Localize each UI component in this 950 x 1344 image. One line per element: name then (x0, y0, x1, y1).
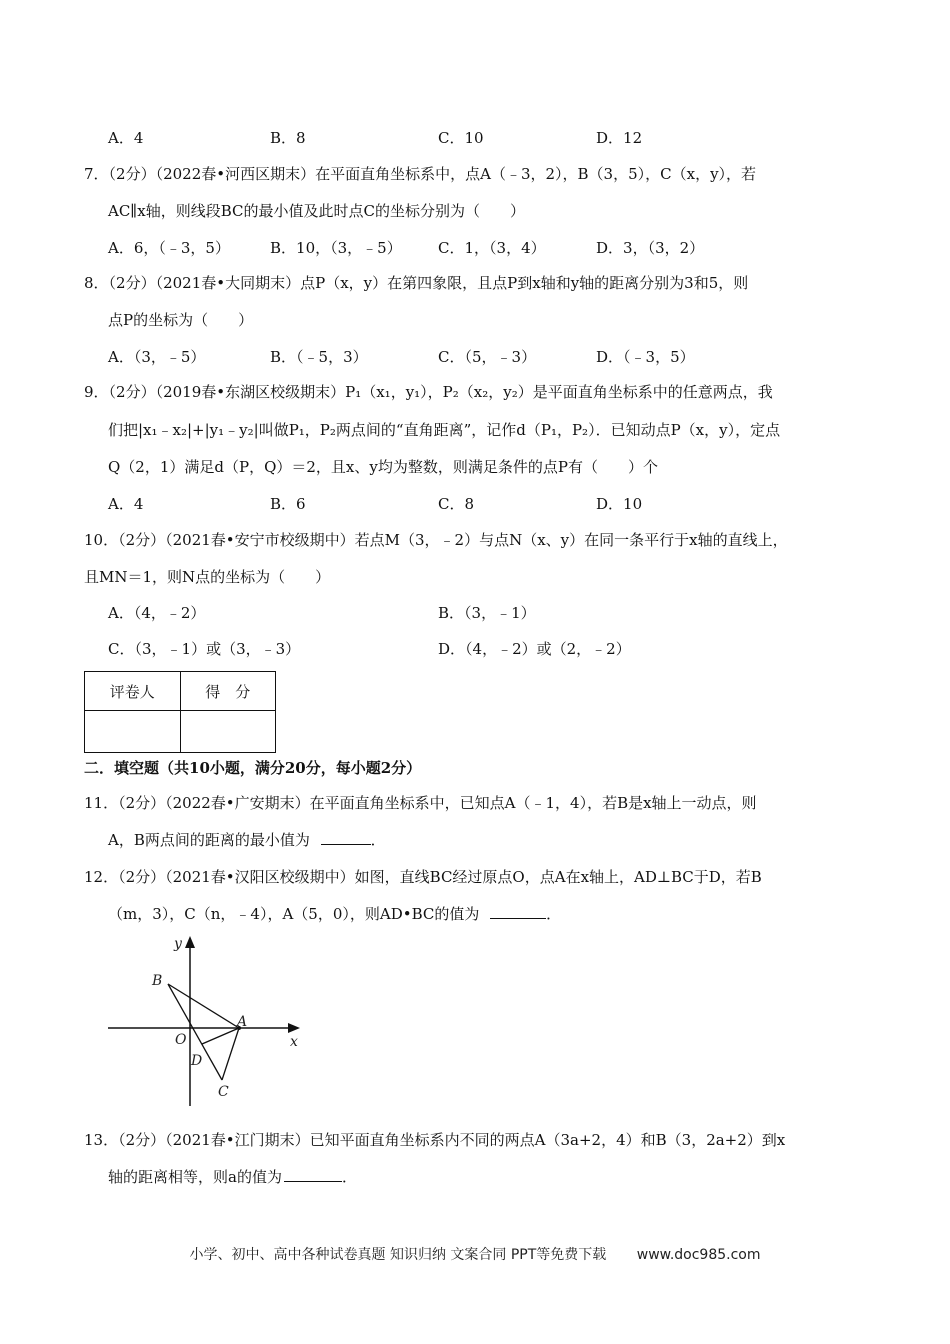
label-y: y (174, 936, 182, 952)
q12-coordinate-figure (104, 930, 314, 1112)
q9-option-b: B．6 (270, 495, 306, 513)
q7-option-d: D．3，（3，2） (596, 239, 705, 257)
x-axis-arrow-icon (288, 1023, 300, 1033)
footer-url[interactable]: www.doc985.com (636, 1247, 761, 1263)
q9-option-a: A．4 (108, 495, 144, 513)
score-table (84, 671, 276, 753)
grader-header: 评卷人 (85, 672, 181, 711)
score-header: 得 分 (180, 672, 276, 711)
q12-stem-line1: 12．（2分）（2021春•汉阳区校级期中）如图，直线BC经过原点O，点A在x轴上，AD⊥BC于D，若B (84, 868, 762, 886)
q13-stem-line1: 13．（2分）（2021春•江门期末）已知平面直角坐标系内不同的两点A（3a+2，4）和B（3，2a+2）到x (84, 1131, 786, 1149)
q7-option-a: A．6，（﹣3，5） (108, 239, 230, 257)
q6-option-c: C．10 (438, 129, 484, 147)
q8-stem-line1: 8．（2分）（2021春•大同期末）点P（x，y）在第四象限，且点P到x轴和y轴的距离分别为3和5，则 (84, 274, 749, 292)
y-axis-arrow-icon (185, 936, 195, 948)
segment-ad (202, 1028, 239, 1044)
q13-stem-line2 (108, 1167, 357, 1187)
q12-stem-period: ． (546, 905, 562, 923)
q9-stem-line2: 们把|x₁﹣x₂|+|y₁﹣y₂|叫做P₁，P₂两点间的“直角距离”，记作d（P₁，P₂）．已知动点P（x，y），定点 (108, 421, 781, 439)
segment-ac (222, 1028, 239, 1080)
q11-stem-text: A，B两点间的距离的最小值为 (108, 831, 310, 849)
section2-title: 二．填空题（共10小题，满分20分，每小题2分） (84, 759, 422, 777)
q13-stem-period: ． (341, 1168, 357, 1186)
q8-option-b: B．（﹣5，3） (270, 348, 368, 366)
q8-option-d: D．（﹣3，5） (596, 348, 695, 366)
label-c: C (218, 1084, 229, 1100)
q8-option-a: A．（3，﹣5） (108, 348, 206, 366)
page-footer (0, 1244, 950, 1264)
q7-stem-line1: 7．（2分）（2022春•河西区期末）在平面直角坐标系中，点A（﹣3，2），B（3，5），C（x，y），若 (84, 165, 757, 183)
q6-option-b: B．8 (270, 129, 306, 147)
q6-option-a: A．4 (108, 129, 144, 147)
q9-option-d: D．10 (596, 495, 643, 513)
q11-stem-line1: 11．（2分）（2022春•广安期末）在平面直角坐标系中，已知点A（﹣1，4），若B是x轴上一动点，则 (84, 794, 757, 812)
q12-answer-blank[interactable] (490, 904, 546, 919)
q9-stem-line3: Q（2，1）满足d（P，Q）＝2，且x、y均为整数，则满足条件的点P有（ ）个 (108, 458, 658, 476)
q13-answer-blank[interactable] (284, 1167, 342, 1182)
q10-option-d: D．（4，﹣2）或（2，﹣2） (438, 640, 631, 658)
footer-text: 小学、初中、高中各种试卷真题 知识归纳 文案合同 PPT等免费下载 (189, 1247, 607, 1263)
q8-stem-line2: 点P的坐标为（ ） (108, 311, 254, 329)
q13-stem-text: 轴的距离相等，则a的值为 (108, 1168, 282, 1186)
grader-cell[interactable] (85, 711, 181, 753)
q10-stem-line2: 且MN＝1，则N点的坐标为（ ） (84, 568, 331, 586)
q11-stem-period: ． (370, 831, 386, 849)
q7-option-b: B．10，（3，﹣5） (270, 239, 402, 257)
q10-option-b: B．（3，﹣1） (438, 604, 536, 622)
label-b: B (152, 973, 163, 989)
q11-stem-line2 (108, 830, 386, 850)
q7-stem-line2: AC∥x轴，则线段BC的最小值及此时点C的坐标分别为（ ） (108, 202, 525, 220)
q12-stem-text: （m，3），C（n，﹣4），A（5，0），则AD•BC的值为 (108, 905, 480, 923)
q6-option-d: D．12 (596, 129, 643, 147)
q7-option-c: C．1，（3，4） (438, 239, 546, 257)
score-cell[interactable] (180, 711, 276, 753)
q10-stem-line1: 10．（2分）（2021春•安宁市校级期中）若点M（3，﹣2）与点N（x、y）在同一条平行于x轴的直线上， (84, 531, 788, 549)
label-d: D (191, 1053, 203, 1069)
q10-option-c: C．（3，﹣1）或（3，﹣3） (108, 640, 301, 658)
q8-option-c: C．（5，﹣3） (438, 348, 537, 366)
label-o: O (175, 1032, 187, 1048)
q11-answer-blank[interactable] (321, 830, 371, 845)
q12-stem-line2 (108, 904, 561, 924)
q9-stem-line1: 9．（2分）（2019春•东湖区校级期末）P₁（x₁，y₁），P₂（x₂，y₂）是平面直角坐标系中的任意两点，我 (84, 383, 773, 401)
q9-option-c: C．8 (438, 495, 475, 513)
label-a: A (237, 1014, 248, 1030)
q10-option-a: A．（4，﹣2） (108, 604, 206, 622)
label-x: x (290, 1034, 298, 1050)
segment-ba (168, 984, 239, 1028)
